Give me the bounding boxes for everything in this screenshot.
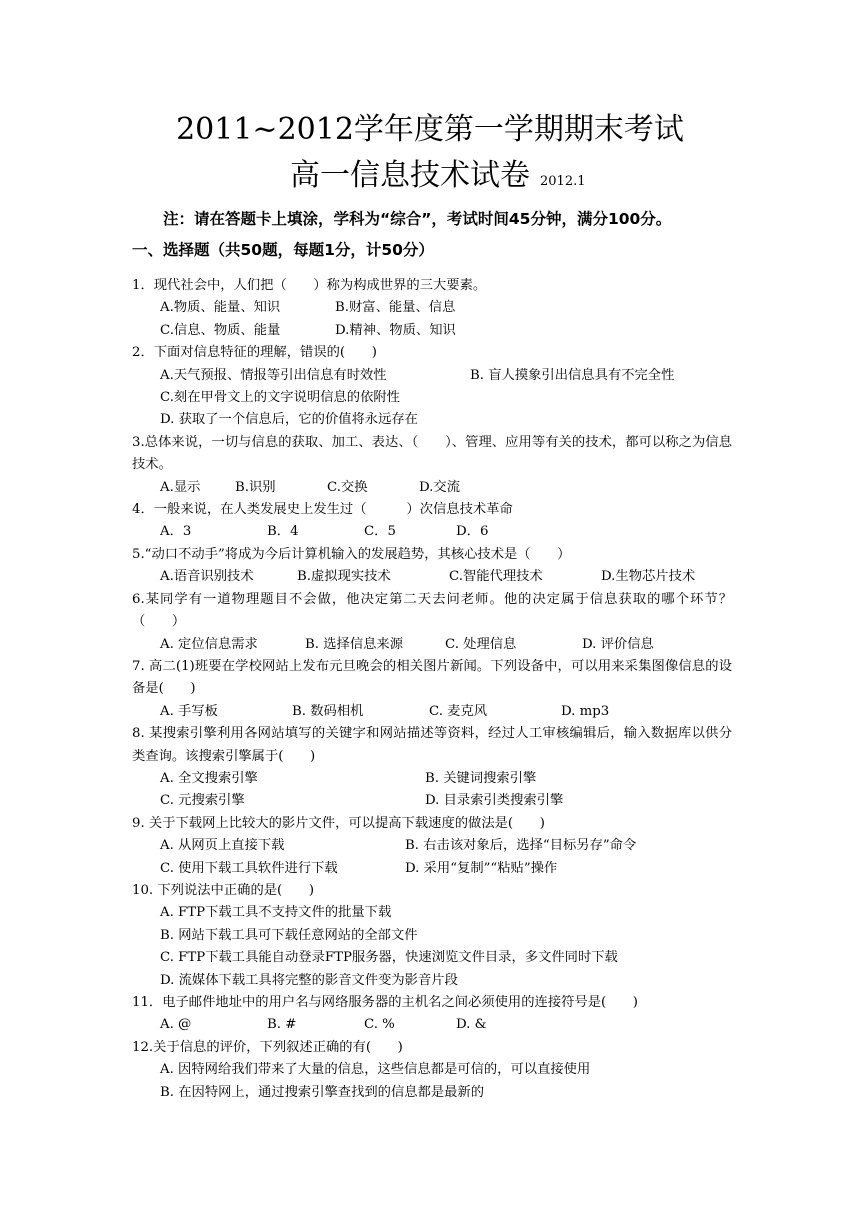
options-row xyxy=(132,521,732,543)
options-row xyxy=(132,902,732,924)
answer-option: C.刻在甲骨文上的文字说明信息的依附性 xyxy=(160,390,400,406)
answer-option: D．6 xyxy=(456,524,489,540)
answer-option: B. 关键词搜索引擎 xyxy=(425,770,537,786)
answer-option: A. @ xyxy=(160,1017,192,1033)
exam-date: 2012.1 xyxy=(540,174,586,189)
question-text: 8. 某搜索引擎利用各网站填写的关键字和网站描述等资料，经过人工审核编辑后，输入数据库以供分类查询。该搜索引擎属于( ) xyxy=(132,726,732,764)
answer-option: D.生物芯片技术 xyxy=(601,569,696,585)
question-text: 11．电子邮件地址中的用户名与网络服务器的主机名之间必须使用的连接符号是( ) xyxy=(132,995,638,1010)
answer-option: D. 目录索引类搜索引擎 xyxy=(425,793,564,809)
answer-option: A. 全文搜索引擎 xyxy=(160,770,258,786)
options-row xyxy=(132,365,732,387)
answer-option: D. 流媒体下载工具将完整的影音文件变为影音片段 xyxy=(160,972,458,988)
options-row xyxy=(132,1059,732,1081)
answer-option: D. mp3 xyxy=(561,703,610,719)
answer-option: B. 盲人摸象引出信息具有不完全性 xyxy=(470,367,675,383)
question-text: 3.总体来说，一切与信息的获取、加工、表达、（ ）、管理、应用等有关的技术，都可以称之为信息技术。 xyxy=(132,434,732,473)
options-row xyxy=(132,1014,732,1036)
options-row xyxy=(132,790,732,812)
answer-option: D. & xyxy=(456,1017,487,1033)
answer-option: D. 采用“复制”“粘贴”操作 xyxy=(405,860,558,876)
answer-option: B. 网站下载工具可下载任意网站的全部文件 xyxy=(160,927,418,943)
options-row xyxy=(132,320,732,342)
options-row xyxy=(132,297,732,319)
answer-option: A. 从网页上直接下载 xyxy=(160,838,285,854)
answer-option: B. 在因特网上，通过搜索引擎查找到的信息都是最新的 xyxy=(160,1084,485,1100)
answer-option: A. 定位信息需求 xyxy=(160,636,258,652)
question-text: 9. 关于下载网上比较大的影片文件，可以提高下载速度的做法是( ) xyxy=(132,815,545,831)
answer-option: C. 处理信息 xyxy=(445,636,517,652)
options-row xyxy=(132,768,732,790)
answer-option: C.智能代理技术 xyxy=(449,569,543,585)
answer-option: B. 右击该对象后，选择“目标另存”命令 xyxy=(405,838,637,854)
options-row xyxy=(132,634,732,656)
question-text: 5.“动口不动手”将成为今后计算机输入的发展趋势，其核心技术是（ ） xyxy=(132,546,571,562)
subtitle-text: 高一信息技术试卷 xyxy=(290,158,530,193)
answer-option: C. 元搜索引擎 xyxy=(160,793,245,809)
options-row xyxy=(132,925,732,947)
answer-option: C. FTP下载工具能自动登录FTP服务器，快速浏览文件目录，多文件同时下载 xyxy=(160,950,618,966)
options-row xyxy=(132,409,732,431)
answer-option: B.虚拟现实技术 xyxy=(297,569,391,585)
answer-option: A.物质、能量、知识 xyxy=(160,300,281,316)
options-row xyxy=(132,1082,732,1104)
answer-option: B.财富、能量、信息 xyxy=(335,300,456,316)
options-row xyxy=(132,970,732,992)
question-text: 10. 下列说法中正确的是( ) xyxy=(132,882,315,898)
answer-option: C.信息、物质、能量 xyxy=(160,322,281,338)
answer-option: D. 评价信息 xyxy=(582,636,654,652)
section-heading: 一、选择题（共50题，每题1分，计50分） xyxy=(132,241,434,259)
answer-option: D.交流 xyxy=(419,479,461,495)
answer-option: C. 麦克风 xyxy=(429,703,488,719)
question-text: 12.关于信息的评价，下列叙述正确的有( ) xyxy=(132,1039,403,1055)
question-text: 1．现代社会中，人们把（ ）称为构成世界的三大要素。 xyxy=(132,278,487,293)
options-row xyxy=(132,566,732,588)
answer-option: D.精神、物质、知识 xyxy=(335,322,456,338)
answer-option: A. 手写板 xyxy=(160,703,218,719)
question-list xyxy=(132,275,732,1104)
question-text: 7. 高二(1)班要在学校网站上发布元旦晚会的相关图片新闻。下列设备中，可以用来采集图像信息的设备是( ) xyxy=(132,658,732,697)
answer-option: C. % xyxy=(364,1017,395,1033)
answer-option: A. FTP下载工具不支持文件的批量下载 xyxy=(160,905,392,921)
question-text: 4．一般来说，在人类发展史上发生过（ ）次信息技术革命 xyxy=(132,502,513,518)
answer-option: D. 获取了一个信息后，它的价值将永远存在 xyxy=(160,412,418,428)
options-row xyxy=(132,947,732,969)
answer-option: A.天气预报、情报等引出信息有时效性 xyxy=(160,367,387,383)
options-row xyxy=(132,835,732,857)
answer-option: B. # xyxy=(267,1017,297,1033)
options-row xyxy=(132,387,732,409)
exam-title: 2011~2012学年度第一学期期末考试 xyxy=(176,112,684,147)
answer-option: B.识别 xyxy=(235,479,276,495)
answer-option: B. 选择信息来源 xyxy=(305,636,404,652)
answer-option: B．4 xyxy=(267,524,299,540)
answer-option: A.显示 xyxy=(160,479,201,495)
answer-option: C. 使用下载工具软件进行下载 xyxy=(160,860,338,876)
answer-option: C．5 xyxy=(364,524,396,540)
options-row xyxy=(132,858,732,880)
answer-option: A.语音识别技术 xyxy=(160,569,254,585)
exam-subtitle xyxy=(290,158,586,200)
answer-option: A. 因特网给我们带来了大量的信息，这些信息都是可信的，可以直接使用 xyxy=(160,1062,591,1078)
question-text: 2．下面对信息特征的理解，错误的( ) xyxy=(132,345,377,361)
question-text: 6.某同学有一道物理题目不会做，他决定第二天去问老师。他的决定属于信息获取的哪个环节？（ ） xyxy=(132,591,732,630)
answer-option: C.交换 xyxy=(327,479,368,495)
answer-option: B. 数码相机 xyxy=(292,703,364,719)
exam-note: 注：请在答题卡上填涂，学科为“综合”，考试时间45分钟，满分100分。 xyxy=(163,210,672,228)
options-row xyxy=(132,701,732,723)
options-row xyxy=(132,477,732,499)
answer-option: A．3 xyxy=(160,524,192,540)
